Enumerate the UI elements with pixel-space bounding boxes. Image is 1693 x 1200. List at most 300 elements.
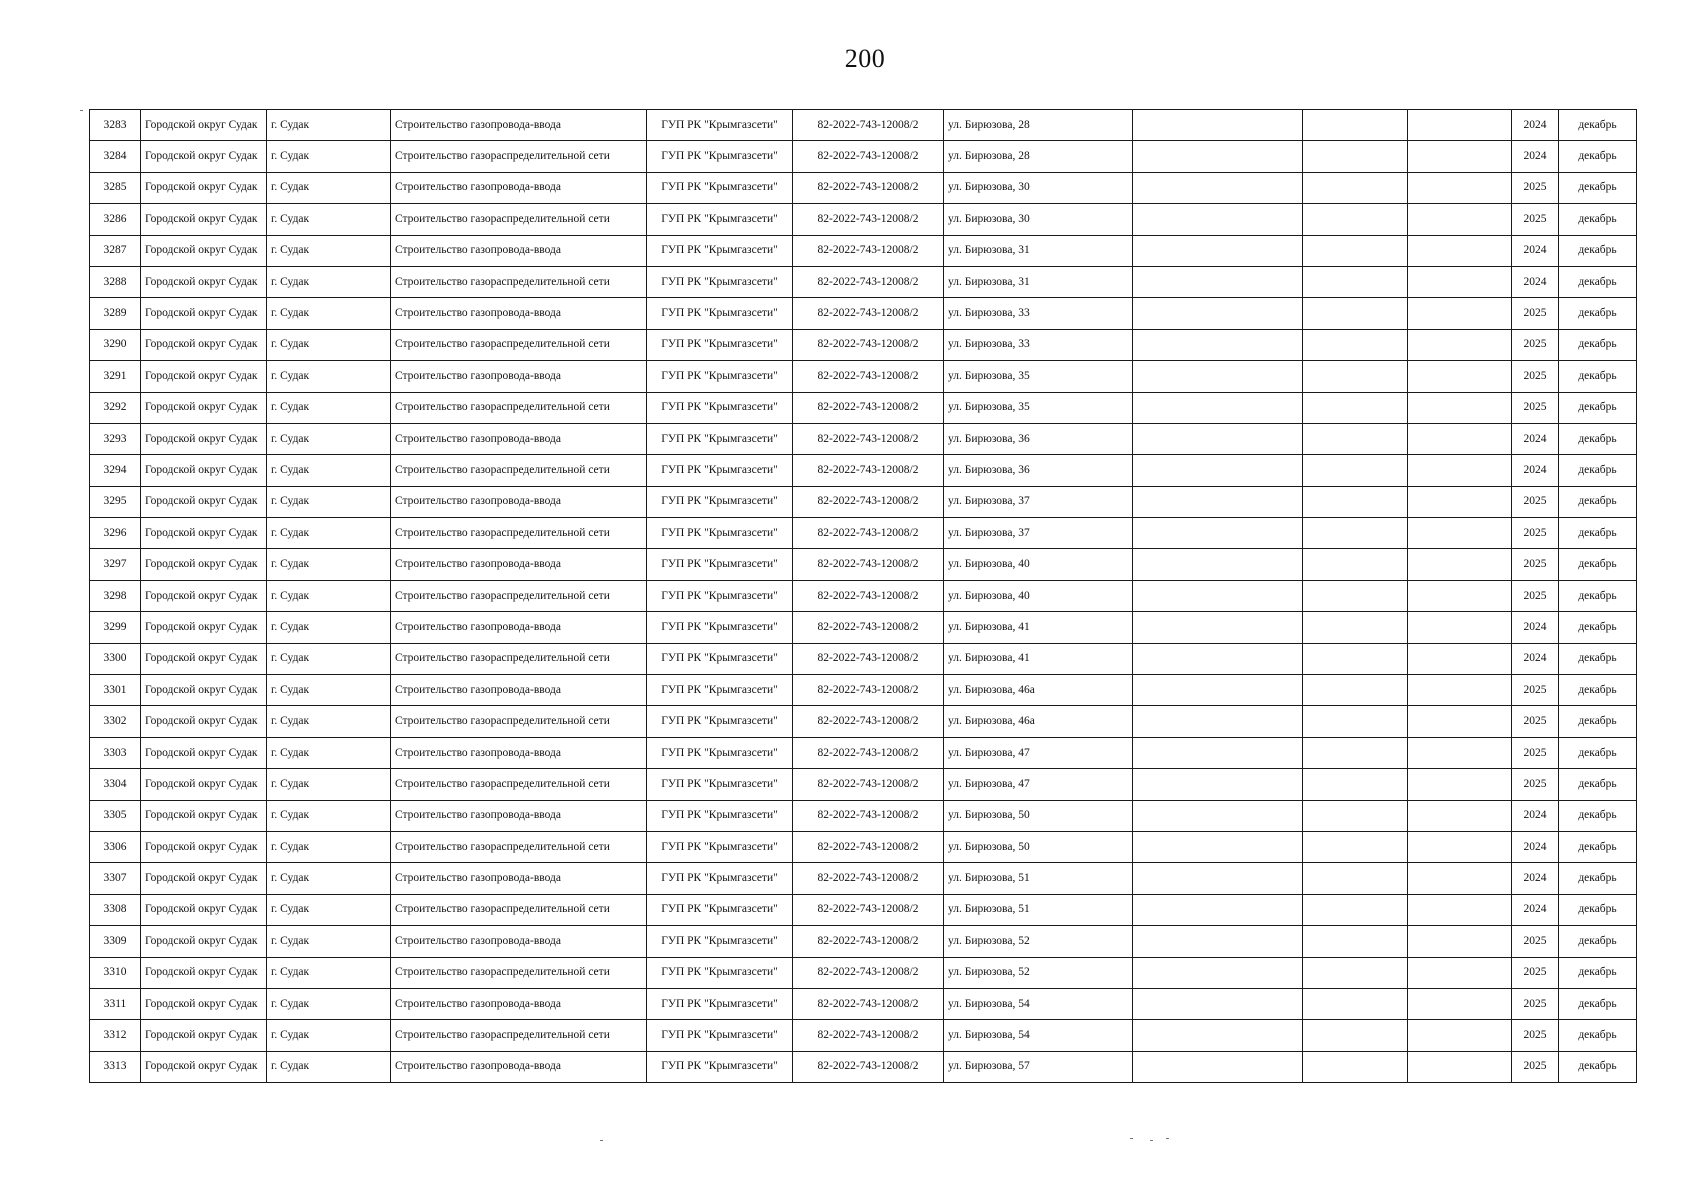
address-cell: ул. Бирюзова, 28 xyxy=(944,110,1133,141)
year-cell: 2025 xyxy=(1512,361,1559,392)
district-cell: Городской округ Судак xyxy=(141,266,267,297)
table-row xyxy=(90,957,1637,988)
month-cell: декабрь xyxy=(1559,266,1637,297)
page-number: 200 xyxy=(844,44,886,73)
city-cell: г. Судак xyxy=(267,926,391,957)
month-cell: декабрь xyxy=(1559,392,1637,423)
empty-cell xyxy=(1408,926,1512,957)
registry-code-cell: 82-2022-743-12008/2 xyxy=(793,455,944,486)
table-row xyxy=(90,141,1637,172)
table-row xyxy=(90,455,1637,486)
month-cell: декабрь xyxy=(1559,612,1637,643)
table-row xyxy=(90,831,1637,862)
month-cell: декабрь xyxy=(1559,361,1637,392)
registry-code-cell: 82-2022-743-12008/2 xyxy=(793,988,944,1019)
empty-cell xyxy=(1303,800,1408,831)
registry-code-cell: 82-2022-743-12008/2 xyxy=(793,361,944,392)
city-cell: г. Судак xyxy=(267,392,391,423)
city-cell: г. Судак xyxy=(267,204,391,235)
registry-code-cell: 82-2022-743-12008/2 xyxy=(793,1020,944,1051)
empty-cell xyxy=(1133,266,1303,297)
address-cell: ул. Бирюзова, 30 xyxy=(944,204,1133,235)
registry-code-cell: 82-2022-743-12008/2 xyxy=(793,831,944,862)
empty-cell xyxy=(1303,329,1408,360)
work-type-cell: Строительство газопровода-ввода xyxy=(391,549,647,580)
month-cell: декабрь xyxy=(1559,957,1637,988)
row-number: 3311 xyxy=(90,988,141,1019)
month-cell: декабрь xyxy=(1559,894,1637,925)
empty-cell xyxy=(1303,455,1408,486)
row-number: 3286 xyxy=(90,204,141,235)
organization-cell: ГУП РК "Крымгазсети" xyxy=(647,110,793,141)
empty-cell xyxy=(1408,423,1512,454)
month-cell: декабрь xyxy=(1559,172,1637,203)
empty-cell xyxy=(1303,141,1408,172)
table-row xyxy=(90,1020,1637,1051)
work-type-cell: Строительство газораспределительной сети xyxy=(391,957,647,988)
row-number: 3307 xyxy=(90,863,141,894)
year-cell: 2024 xyxy=(1512,455,1559,486)
address-cell: ул. Бирюзова, 40 xyxy=(944,549,1133,580)
empty-cell xyxy=(1133,675,1303,706)
year-cell: 2024 xyxy=(1512,863,1559,894)
work-type-cell: Строительство газопровода-ввода xyxy=(391,298,647,329)
registry-code-cell: 82-2022-743-12008/2 xyxy=(793,612,944,643)
row-number: 3295 xyxy=(90,486,141,517)
table-row xyxy=(90,392,1637,423)
district-cell: Городской округ Судак xyxy=(141,518,267,549)
address-cell: ул. Бирюзова, 46а xyxy=(944,675,1133,706)
year-cell: 2024 xyxy=(1512,643,1559,674)
district-cell: Городской округ Судак xyxy=(141,455,267,486)
table-row xyxy=(90,737,1637,768)
month-cell: декабрь xyxy=(1559,831,1637,862)
work-type-cell: Строительство газопровода-ввода xyxy=(391,926,647,957)
table-row xyxy=(90,486,1637,517)
empty-cell xyxy=(1303,863,1408,894)
table-row xyxy=(90,361,1637,392)
organization-cell: ГУП РК "Крымгазсети" xyxy=(647,831,793,862)
month-cell: декабрь xyxy=(1559,643,1637,674)
registry-code-cell: 82-2022-743-12008/2 xyxy=(793,486,944,517)
district-cell: Городской округ Судак xyxy=(141,926,267,957)
table-row xyxy=(90,266,1637,297)
empty-cell xyxy=(1133,643,1303,674)
year-cell: 2025 xyxy=(1512,298,1559,329)
registry-code-cell: 82-2022-743-12008/2 xyxy=(793,235,944,266)
table-row xyxy=(90,643,1637,674)
address-cell: ул. Бирюзова, 28 xyxy=(944,141,1133,172)
empty-cell xyxy=(1133,518,1303,549)
empty-cell xyxy=(1303,1051,1408,1082)
empty-cell xyxy=(1408,580,1512,611)
empty-cell xyxy=(1303,957,1408,988)
row-number: 3305 xyxy=(90,800,141,831)
empty-cell xyxy=(1303,172,1408,203)
month-cell: декабрь xyxy=(1559,235,1637,266)
month-cell: декабрь xyxy=(1559,706,1637,737)
month-cell: декабрь xyxy=(1559,1020,1637,1051)
row-number: 3300 xyxy=(90,643,141,674)
year-cell: 2025 xyxy=(1512,706,1559,737)
city-cell: г. Судак xyxy=(267,266,391,297)
district-cell: Городской округ Судак xyxy=(141,831,267,862)
empty-cell xyxy=(1408,235,1512,266)
year-cell: 2025 xyxy=(1512,988,1559,1019)
registry-table xyxy=(89,109,1637,1083)
month-cell: декабрь xyxy=(1559,423,1637,454)
year-cell: 2024 xyxy=(1512,612,1559,643)
scan-speck xyxy=(1150,1140,1153,1141)
registry-code-cell: 82-2022-743-12008/2 xyxy=(793,675,944,706)
work-type-cell: Строительство газораспределительной сети xyxy=(391,769,647,800)
address-cell: ул. Бирюзова, 40 xyxy=(944,580,1133,611)
registry-code-cell: 82-2022-743-12008/2 xyxy=(793,706,944,737)
work-type-cell: Строительство газораспределительной сети xyxy=(391,455,647,486)
year-cell: 2024 xyxy=(1512,110,1559,141)
registry-body xyxy=(90,110,1637,1083)
registry-code-cell: 82-2022-743-12008/2 xyxy=(793,863,944,894)
table-row xyxy=(90,988,1637,1019)
empty-cell xyxy=(1133,486,1303,517)
empty-cell xyxy=(1408,612,1512,643)
city-cell: г. Судак xyxy=(267,455,391,486)
empty-cell xyxy=(1303,1020,1408,1051)
work-type-cell: Строительство газопровода-ввода xyxy=(391,1051,647,1082)
organization-cell: ГУП РК "Крымгазсети" xyxy=(647,423,793,454)
empty-cell xyxy=(1303,831,1408,862)
city-cell: г. Судак xyxy=(267,863,391,894)
month-cell: декабрь xyxy=(1559,863,1637,894)
city-cell: г. Судак xyxy=(267,329,391,360)
row-number: 3309 xyxy=(90,926,141,957)
city-cell: г. Судак xyxy=(267,831,391,862)
registry-code-cell: 82-2022-743-12008/2 xyxy=(793,204,944,235)
year-cell: 2025 xyxy=(1512,926,1559,957)
address-cell: ул. Бирюзова, 31 xyxy=(944,266,1133,297)
empty-cell xyxy=(1133,1051,1303,1082)
empty-cell xyxy=(1408,486,1512,517)
empty-cell xyxy=(1133,988,1303,1019)
district-cell: Городской округ Судак xyxy=(141,423,267,454)
registry-code-cell: 82-2022-743-12008/2 xyxy=(793,643,944,674)
city-cell: г. Судак xyxy=(267,988,391,1019)
table-row xyxy=(90,1051,1637,1082)
empty-cell xyxy=(1408,204,1512,235)
empty-cell xyxy=(1408,329,1512,360)
address-cell: ул. Бирюзова, 46а xyxy=(944,706,1133,737)
month-cell: декабрь xyxy=(1559,800,1637,831)
row-number: 3292 xyxy=(90,392,141,423)
row-number: 3284 xyxy=(90,141,141,172)
year-cell: 2025 xyxy=(1512,392,1559,423)
empty-cell xyxy=(1133,769,1303,800)
address-cell: ул. Бирюзова, 37 xyxy=(944,518,1133,549)
empty-cell xyxy=(1133,612,1303,643)
address-cell: ул. Бирюзова, 33 xyxy=(944,298,1133,329)
table-row xyxy=(90,172,1637,203)
empty-cell xyxy=(1303,486,1408,517)
organization-cell: ГУП РК "Крымгазсети" xyxy=(647,926,793,957)
month-cell: декабрь xyxy=(1559,549,1637,580)
empty-cell xyxy=(1303,706,1408,737)
address-cell: ул. Бирюзова, 35 xyxy=(944,392,1133,423)
row-number: 3283 xyxy=(90,110,141,141)
empty-cell xyxy=(1408,988,1512,1019)
organization-cell: ГУП РК "Крымгазсети" xyxy=(647,298,793,329)
empty-cell xyxy=(1408,110,1512,141)
work-type-cell: Строительство газораспределительной сети xyxy=(391,643,647,674)
work-type-cell: Строительство газопровода-ввода xyxy=(391,988,647,1019)
empty-cell xyxy=(1408,863,1512,894)
city-cell: г. Судак xyxy=(267,643,391,674)
empty-cell xyxy=(1408,172,1512,203)
city-cell: г. Судак xyxy=(267,769,391,800)
empty-cell xyxy=(1133,455,1303,486)
district-cell: Городской округ Судак xyxy=(141,612,267,643)
table-row xyxy=(90,235,1637,266)
organization-cell: ГУП РК "Крымгазсети" xyxy=(647,204,793,235)
year-cell: 2025 xyxy=(1512,329,1559,360)
table-row xyxy=(90,894,1637,925)
empty-cell xyxy=(1133,1020,1303,1051)
row-number: 3297 xyxy=(90,549,141,580)
work-type-cell: Строительство газораспределительной сети xyxy=(391,894,647,925)
address-cell: ул. Бирюзова, 36 xyxy=(944,423,1133,454)
empty-cell xyxy=(1303,266,1408,297)
address-cell: ул. Бирюзова, 36 xyxy=(944,455,1133,486)
empty-cell xyxy=(1408,392,1512,423)
empty-cell xyxy=(1408,298,1512,329)
address-cell: ул. Бирюзова, 37 xyxy=(944,486,1133,517)
year-cell: 2025 xyxy=(1512,486,1559,517)
registry-code-cell: 82-2022-743-12008/2 xyxy=(793,1051,944,1082)
table-row xyxy=(90,110,1637,141)
empty-cell xyxy=(1133,141,1303,172)
row-number: 3304 xyxy=(90,769,141,800)
table-row xyxy=(90,612,1637,643)
address-cell: ул. Бирюзова, 54 xyxy=(944,988,1133,1019)
row-number: 3290 xyxy=(90,329,141,360)
city-cell: г. Судак xyxy=(267,1020,391,1051)
empty-cell xyxy=(1133,894,1303,925)
empty-cell xyxy=(1133,549,1303,580)
empty-cell xyxy=(1408,1020,1512,1051)
table-row xyxy=(90,518,1637,549)
row-number: 3291 xyxy=(90,361,141,392)
year-cell: 2024 xyxy=(1512,266,1559,297)
work-type-cell: Строительство газораспределительной сети xyxy=(391,580,647,611)
empty-cell xyxy=(1408,831,1512,862)
work-type-cell: Строительство газораспределительной сети xyxy=(391,204,647,235)
city-cell: г. Судак xyxy=(267,706,391,737)
work-type-cell: Строительство газопровода-ввода xyxy=(391,486,647,517)
empty-cell xyxy=(1408,706,1512,737)
work-type-cell: Строительство газораспределительной сети xyxy=(391,329,647,360)
empty-cell xyxy=(1303,235,1408,266)
district-cell: Городской округ Судак xyxy=(141,894,267,925)
row-number: 3299 xyxy=(90,612,141,643)
empty-cell xyxy=(1133,235,1303,266)
work-type-cell: Строительство газопровода-ввода xyxy=(391,800,647,831)
empty-cell xyxy=(1408,518,1512,549)
city-cell: г. Судак xyxy=(267,580,391,611)
address-cell: ул. Бирюзова, 47 xyxy=(944,769,1133,800)
registry-code-cell: 82-2022-743-12008/2 xyxy=(793,423,944,454)
table-row xyxy=(90,204,1637,235)
address-cell: ул. Бирюзова, 57 xyxy=(944,1051,1133,1082)
address-cell: ул. Бирюзова, 41 xyxy=(944,643,1133,674)
work-type-cell: Строительство газораспределительной сети xyxy=(391,831,647,862)
month-cell: декабрь xyxy=(1559,988,1637,1019)
empty-cell xyxy=(1133,831,1303,862)
work-type-cell: Строительство газопровода-ввода xyxy=(391,423,647,454)
row-number: 3289 xyxy=(90,298,141,329)
year-cell: 2025 xyxy=(1512,1020,1559,1051)
empty-cell xyxy=(1133,800,1303,831)
empty-cell xyxy=(1133,957,1303,988)
organization-cell: ГУП РК "Крымгазсети" xyxy=(647,706,793,737)
work-type-cell: Строительство газораспределительной сети xyxy=(391,266,647,297)
empty-cell xyxy=(1133,706,1303,737)
city-cell: г. Судак xyxy=(267,894,391,925)
year-cell: 2025 xyxy=(1512,172,1559,203)
organization-cell: ГУП РК "Крымгазсети" xyxy=(647,549,793,580)
row-number: 3287 xyxy=(90,235,141,266)
city-cell: г. Судак xyxy=(267,800,391,831)
city-cell: г. Судак xyxy=(267,423,391,454)
month-cell: декабрь xyxy=(1559,141,1637,172)
empty-cell xyxy=(1408,266,1512,297)
empty-cell xyxy=(1303,737,1408,768)
registry-code-cell: 82-2022-743-12008/2 xyxy=(793,518,944,549)
organization-cell: ГУП РК "Крымгазсети" xyxy=(647,518,793,549)
empty-cell xyxy=(1303,926,1408,957)
scan-speck xyxy=(1166,1138,1169,1139)
month-cell: декабрь xyxy=(1559,769,1637,800)
table-row xyxy=(90,423,1637,454)
year-cell: 2025 xyxy=(1512,737,1559,768)
empty-cell xyxy=(1303,612,1408,643)
empty-cell xyxy=(1133,298,1303,329)
organization-cell: ГУП РК "Крымгазсети" xyxy=(647,737,793,768)
empty-cell xyxy=(1303,549,1408,580)
table-row xyxy=(90,580,1637,611)
work-type-cell: Строительство газопровода-ввода xyxy=(391,361,647,392)
year-cell: 2025 xyxy=(1512,957,1559,988)
year-cell: 2024 xyxy=(1512,800,1559,831)
address-cell: ул. Бирюзова, 35 xyxy=(944,361,1133,392)
organization-cell: ГУП РК "Крымгазсети" xyxy=(647,455,793,486)
registry-code-cell: 82-2022-743-12008/2 xyxy=(793,298,944,329)
scan-speck xyxy=(1130,1138,1133,1139)
registry-code-cell: 82-2022-743-12008/2 xyxy=(793,800,944,831)
empty-cell xyxy=(1408,1051,1512,1082)
registry-code-cell: 82-2022-743-12008/2 xyxy=(793,266,944,297)
organization-cell: ГУП РК "Крымгазсети" xyxy=(647,235,793,266)
registry-code-cell: 82-2022-743-12008/2 xyxy=(793,769,944,800)
empty-cell xyxy=(1408,455,1512,486)
empty-cell xyxy=(1303,423,1408,454)
table-row xyxy=(90,675,1637,706)
registry-code-cell: 82-2022-743-12008/2 xyxy=(793,172,944,203)
work-type-cell: Строительство газопровода-ввода xyxy=(391,235,647,266)
district-cell: Городской округ Судак xyxy=(141,392,267,423)
city-cell: г. Судак xyxy=(267,675,391,706)
month-cell: декабрь xyxy=(1559,298,1637,329)
city-cell: г. Судак xyxy=(267,298,391,329)
month-cell: декабрь xyxy=(1559,204,1637,235)
work-type-cell: Строительство газопровода-ввода xyxy=(391,612,647,643)
district-cell: Городской округ Судак xyxy=(141,706,267,737)
address-cell: ул. Бирюзова, 51 xyxy=(944,894,1133,925)
address-cell: ул. Бирюзова, 52 xyxy=(944,957,1133,988)
empty-cell xyxy=(1133,423,1303,454)
organization-cell: ГУП РК "Крымгазсети" xyxy=(647,769,793,800)
address-cell: ул. Бирюзова, 30 xyxy=(944,172,1133,203)
row-number: 3285 xyxy=(90,172,141,203)
city-cell: г. Судак xyxy=(267,612,391,643)
address-cell: ул. Бирюзова, 31 xyxy=(944,235,1133,266)
row-number: 3301 xyxy=(90,675,141,706)
address-cell: ул. Бирюзова, 50 xyxy=(944,800,1133,831)
empty-cell xyxy=(1133,110,1303,141)
empty-cell xyxy=(1133,361,1303,392)
row-number: 3302 xyxy=(90,706,141,737)
month-cell: декабрь xyxy=(1559,486,1637,517)
empty-cell xyxy=(1133,737,1303,768)
organization-cell: ГУП РК "Крымгазсети" xyxy=(647,1051,793,1082)
empty-cell xyxy=(1303,988,1408,1019)
organization-cell: ГУП РК "Крымгазсети" xyxy=(647,486,793,517)
registry-code-cell: 82-2022-743-12008/2 xyxy=(793,737,944,768)
empty-cell xyxy=(1133,329,1303,360)
organization-cell: ГУП РК "Крымгазсети" xyxy=(647,612,793,643)
address-cell: ул. Бирюзова, 50 xyxy=(944,831,1133,862)
district-cell: Городской округ Судак xyxy=(141,769,267,800)
city-cell: г. Судак xyxy=(267,1051,391,1082)
work-type-cell: Строительство газопровода-ввода xyxy=(391,737,647,768)
empty-cell xyxy=(1408,675,1512,706)
row-number: 3313 xyxy=(90,1051,141,1082)
registry-code-cell: 82-2022-743-12008/2 xyxy=(793,329,944,360)
district-cell: Городской округ Судак xyxy=(141,549,267,580)
year-cell: 2024 xyxy=(1512,831,1559,862)
registry-code-cell: 82-2022-743-12008/2 xyxy=(793,141,944,172)
district-cell: Городской округ Судак xyxy=(141,361,267,392)
organization-cell: ГУП РК "Крымгазсети" xyxy=(647,894,793,925)
row-number: 3294 xyxy=(90,455,141,486)
month-cell: декабрь xyxy=(1559,518,1637,549)
work-type-cell: Строительство газораспределительной сети xyxy=(391,392,647,423)
district-cell: Городской округ Судак xyxy=(141,863,267,894)
city-cell: г. Судак xyxy=(267,549,391,580)
month-cell: декабрь xyxy=(1559,455,1637,486)
address-cell: ул. Бирюзова, 41 xyxy=(944,612,1133,643)
organization-cell: ГУП РК "Крымгазсети" xyxy=(647,675,793,706)
district-cell: Городской округ Судак xyxy=(141,204,267,235)
empty-cell xyxy=(1303,298,1408,329)
district-cell: Городской округ Судак xyxy=(141,675,267,706)
registry-code-cell: 82-2022-743-12008/2 xyxy=(793,392,944,423)
district-cell: Городской округ Судак xyxy=(141,957,267,988)
district-cell: Городской округ Судак xyxy=(141,110,267,141)
work-type-cell: Строительство газораспределительной сети xyxy=(391,141,647,172)
work-type-cell: Строительство газораспределительной сети xyxy=(391,706,647,737)
district-cell: Городской округ Судак xyxy=(141,235,267,266)
table-row xyxy=(90,863,1637,894)
organization-cell: ГУП РК "Крымгазсети" xyxy=(647,392,793,423)
